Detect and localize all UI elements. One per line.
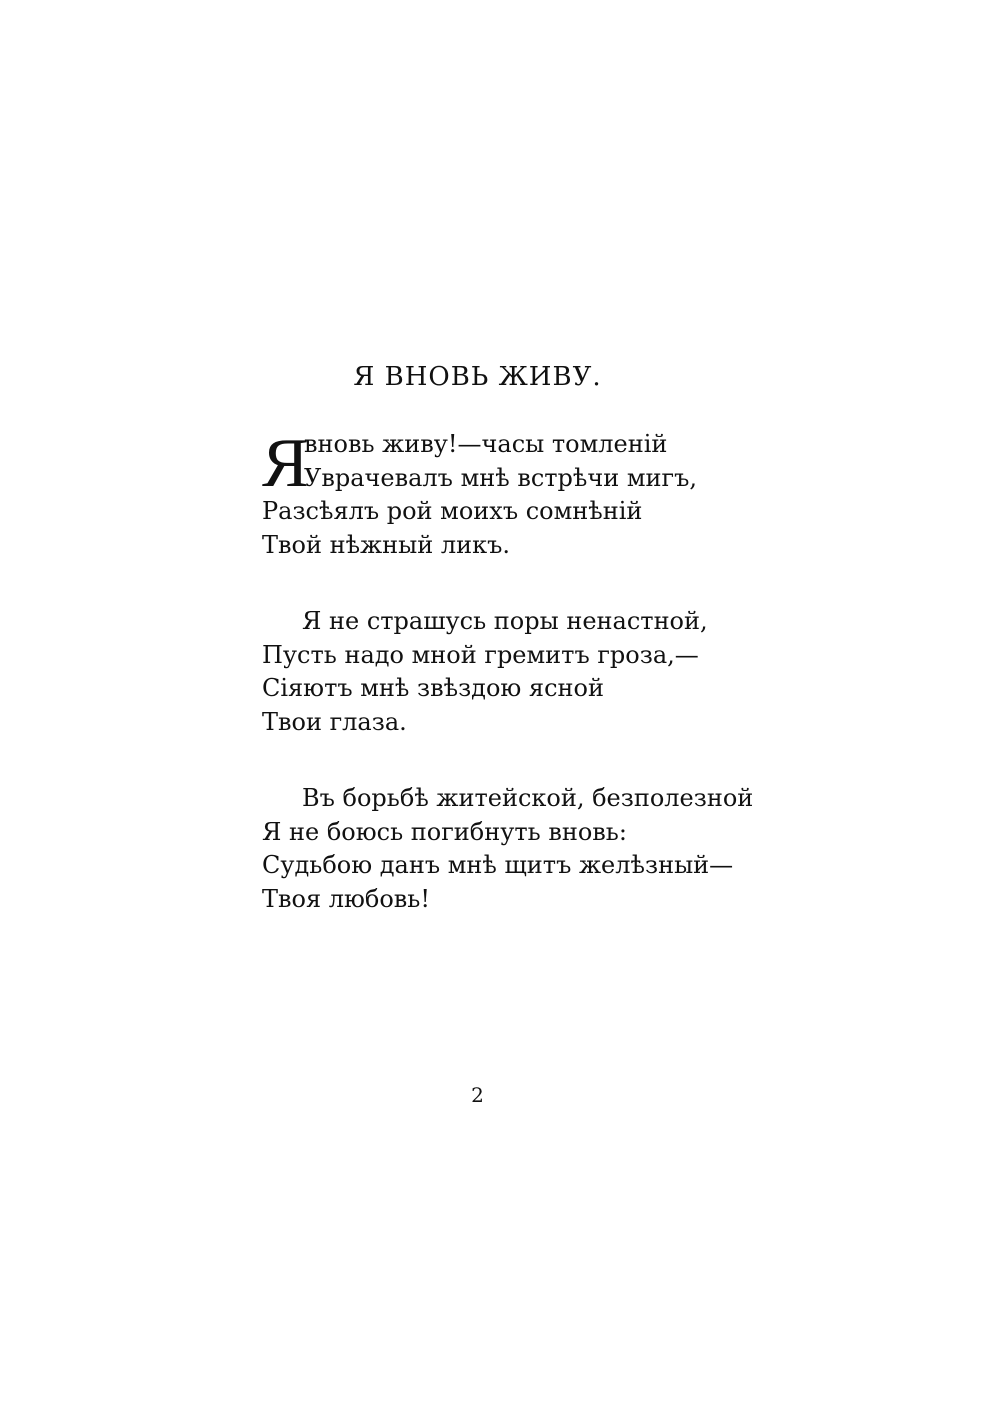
stanza-2 [262,605,822,739]
stanza-2-line-3: Сіяютъ мнѣ звѣздою ясной [262,674,604,702]
stanza-3-line-2: Я не боюсь погибнуть вновь: [262,817,627,846]
stanza-1-line-1: вновь живу!—часы томленій [304,430,668,458]
stanza-1-line-2: Уврачевалъ мнѣ встрѣчи мигъ, [304,463,698,492]
drop-cap: Я [262,425,309,502]
stanza-2-line-1: Я не страшусь поры ненастной, [302,607,708,635]
page-number: 2 [471,1083,484,1107]
stanza-1-line-3: Разсѣялъ рой моихъ сомнѣній [262,497,643,525]
poem-body [262,425,822,959]
stanza-3 [262,782,822,916]
stanza-2-line-2: Пусть надо мной гремитъ гроза,— [262,640,699,669]
stanza-2-line-4: Твои глаза. [262,707,407,736]
poem-title: Я ВНОВЬ ЖИВУ. [353,362,602,392]
stanza-1 [262,425,822,562]
stanza-3-line-1: Въ борьбѣ житейской, безполезной [302,784,754,812]
stanza-3-line-4: Твоя любовь! [262,884,430,913]
stanza-1-line-4: Твой нѣжный ликъ. [262,530,511,559]
stanza-3-line-3: Судьбою данъ мнѣ щитъ желѣзный— [262,851,734,879]
